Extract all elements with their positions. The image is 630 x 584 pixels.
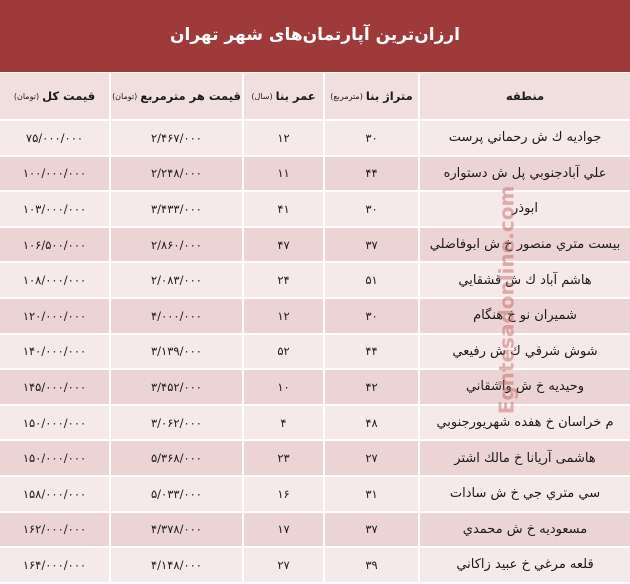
area-cell: ۳۹: [325, 548, 420, 582]
table-row: [0, 299, 630, 335]
table-row: [0, 335, 630, 371]
header-region: منطقه: [505, 89, 545, 103]
area-cell: ۳۷: [325, 513, 420, 547]
apartments-table: [0, 73, 630, 584]
header-area: متراژ بنا (مترمربع): [325, 73, 420, 119]
table-row: [0, 228, 630, 264]
area-cell: ۳۰: [325, 192, 420, 226]
region-cell: وحیدیه خ ش واشقاني: [465, 379, 585, 395]
total-price-cell: ۱۶۲/۰۰۰/۰۰۰: [0, 513, 111, 547]
age-cell: ۴۷: [244, 228, 325, 262]
total-price-cell: ۱۲۰/۰۰۰/۰۰۰: [0, 299, 111, 333]
total-price-cell: ۱۰۶/۵۰۰/۰۰۰: [0, 228, 111, 262]
price-per-sqm-cell: ۳/۱۳۹/۰۰۰: [111, 335, 244, 369]
table-row: [0, 370, 630, 406]
region-cell: هاشمی آریانا خ مالك اشتر: [454, 450, 596, 466]
age-cell: ۱۲: [244, 299, 325, 333]
age-cell: ۱۱: [244, 157, 325, 191]
price-per-sqm-cell: ۳/۰۶۲/۰۰۰: [111, 406, 244, 440]
region-cell: قلعه مرغي خ عبید زاكاني: [456, 557, 594, 573]
price-per-sqm-cell: ۵/۰۳۳/۰۰۰: [111, 477, 244, 511]
header-building-age: عمر بنا (سال): [244, 73, 325, 119]
page-title: ارزان‌ترین آپارتمان‌های شهر تهران: [170, 25, 460, 45]
total-price-cell: ۱۵۸/۰۰۰/۰۰۰: [0, 477, 111, 511]
title-banner: [0, 0, 630, 72]
region-cell: شمیران نو خ هنگام: [473, 308, 577, 324]
age-cell: ۴۱: [244, 192, 325, 226]
price-per-sqm-cell: ۲/۲۴۸/۰۰۰: [111, 157, 244, 191]
area-cell: ۳۰: [325, 121, 420, 155]
region-cell: هاشم آباد ك ش قشقایي: [458, 272, 592, 288]
price-per-sqm-cell: ۲/۸۶۰/۰۰۰: [111, 228, 244, 262]
table-row: [0, 406, 630, 442]
total-price-cell: ۱۵۰/۰۰۰/۰۰۰: [0, 441, 111, 475]
watermark: Eghtesadonline.com: [494, 185, 518, 415]
price-per-sqm-cell: ۴/۳۷۸/۰۰۰: [111, 513, 244, 547]
total-price-cell: ۱۰۸/۰۰۰/۰۰۰: [0, 263, 111, 297]
table-header-row: [0, 73, 630, 121]
total-price-cell: ۱۵۰/۰۰۰/۰۰۰: [0, 406, 111, 440]
price-per-sqm-cell: ۴/۰۰۰/۰۰۰: [111, 299, 244, 333]
region-cell: م خراسان خ هفده شهریورجنوبي: [436, 415, 614, 431]
region-cell: سي متري جي خ ش سادات: [449, 486, 601, 502]
area-cell: ۴۴: [325, 335, 420, 369]
table-row: [0, 263, 630, 299]
total-price-cell: ۱۶۴/۰۰۰/۰۰۰: [0, 548, 111, 582]
age-cell: ۱۲: [244, 121, 325, 155]
region-cell: شوش شرقي ك ش رفیعي: [452, 343, 598, 359]
table-row: [0, 121, 630, 157]
price-per-sqm-cell: ۲/۴۶۷/۰۰۰: [111, 121, 244, 155]
price-per-sqm-cell: ۳/۴۵۲/۰۰۰: [111, 370, 244, 404]
price-per-sqm-cell: ۵/۳۶۸/۰۰۰: [111, 441, 244, 475]
age-cell: ۲۷: [244, 548, 325, 582]
table-row: [0, 513, 630, 549]
area-cell: ۳۷: [325, 228, 420, 262]
table-row: [0, 548, 630, 584]
price-per-sqm-cell: ۴/۱۴۸/۰۰۰: [111, 548, 244, 582]
region-cell: علي آبادجنوبي پل ش دستواره: [443, 165, 607, 181]
price-per-sqm-cell: ۳/۴۳۳/۰۰۰: [111, 192, 244, 226]
total-price-cell: ۱۰۰/۰۰۰/۰۰۰: [0, 157, 111, 191]
area-cell: ۴۲: [325, 370, 420, 404]
total-price-cell: ۱۴۰/۰۰۰/۰۰۰: [0, 335, 111, 369]
price-per-sqm-cell: ۲/۰۸۳/۰۰۰: [111, 263, 244, 297]
area-cell: ۴۴: [325, 157, 420, 191]
table-row: [0, 477, 630, 513]
area-cell: ۳۱: [325, 477, 420, 511]
table-row: [0, 157, 630, 193]
table-row: [0, 192, 630, 228]
age-cell: ۲۴: [244, 263, 325, 297]
total-price-cell: ۱۰۳/۰۰۰/۰۰۰: [0, 192, 111, 226]
age-cell: ۱۰: [244, 370, 325, 404]
total-price-cell: ۱۴۵/۰۰۰/۰۰۰: [0, 370, 111, 404]
age-cell: ۵۲: [244, 335, 325, 369]
area-cell: ۴۸: [325, 406, 420, 440]
area-cell: ۲۷: [325, 441, 420, 475]
age-cell: ۱۷: [244, 513, 325, 547]
header-price-per-sqm: قیمت هر مترمربع (تومان): [111, 73, 244, 119]
header-total-price: قیمت کل (تومان): [0, 73, 111, 119]
area-cell: ۵۱: [325, 263, 420, 297]
total-price-cell: ۷۵/۰۰۰/۰۰۰: [0, 121, 111, 155]
region-cell: ابوذر: [512, 201, 539, 217]
area-cell: ۳۰: [325, 299, 420, 333]
region-cell: مسعودیه خ ش محمدي: [462, 521, 588, 537]
region-cell: بیست متري منصور خ ش ابوفاضلي: [429, 237, 621, 253]
region-cell: جوادیه ك ش رحماني پرست: [448, 130, 602, 146]
age-cell: ۴: [244, 406, 325, 440]
age-cell: ۱۶: [244, 477, 325, 511]
age-cell: ۲۳: [244, 441, 325, 475]
table-row: [0, 441, 630, 477]
